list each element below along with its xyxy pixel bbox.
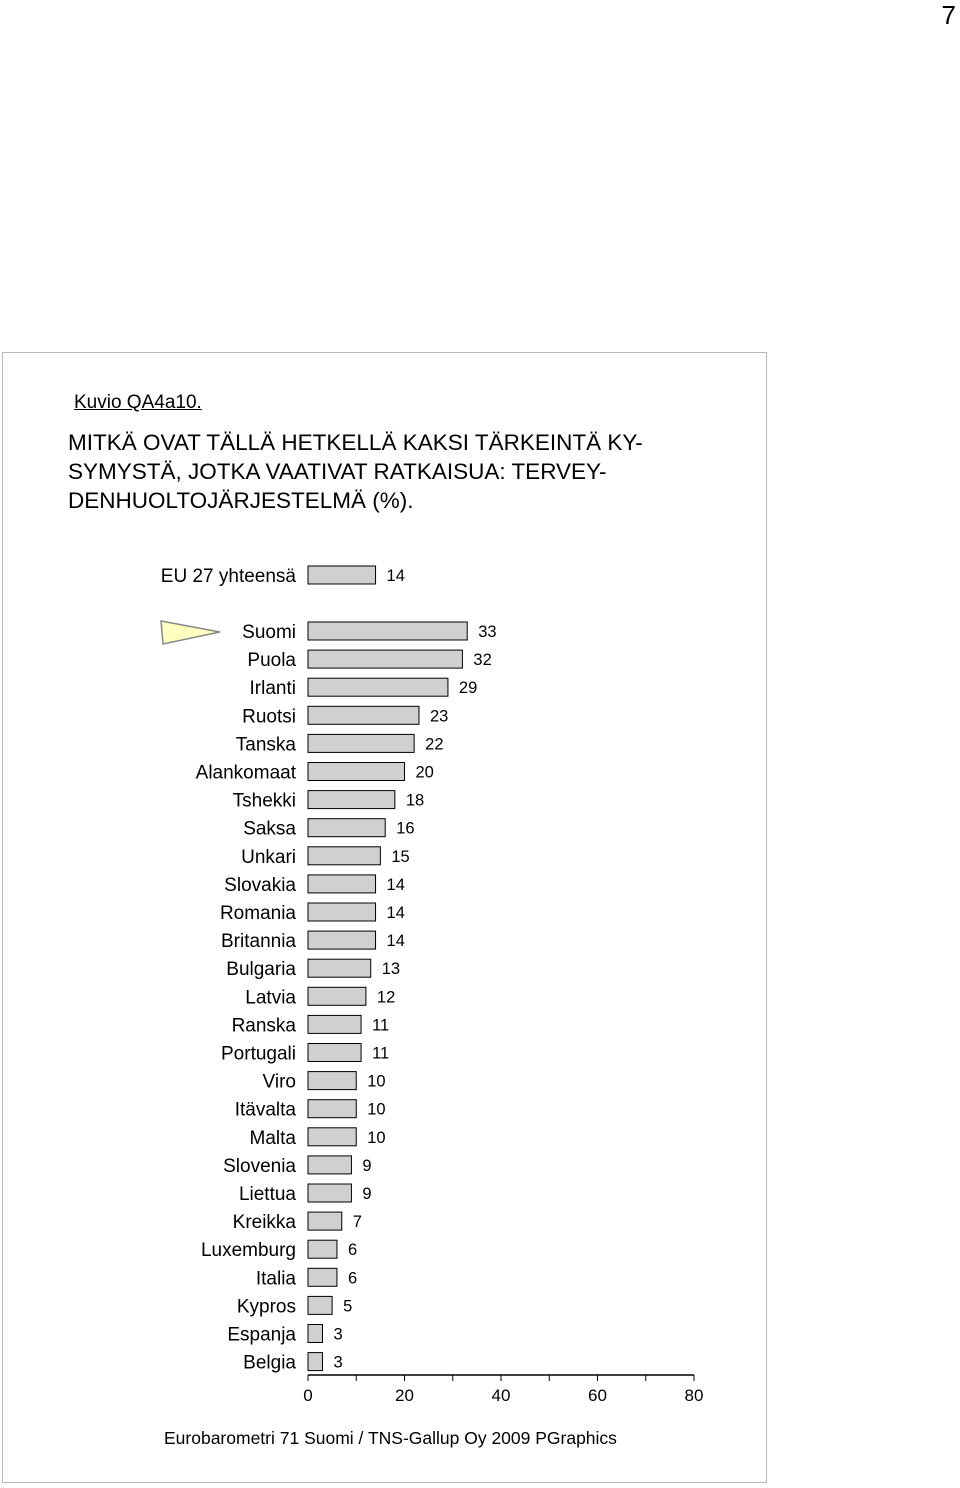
value-label: 15	[391, 847, 410, 866]
category-label: Ruotsi	[242, 706, 296, 728]
bar	[308, 763, 405, 781]
bar	[308, 734, 414, 752]
value-label: 14	[386, 875, 405, 894]
category-label: Britannia	[221, 931, 296, 953]
bar	[308, 791, 395, 809]
bar	[308, 1128, 356, 1146]
bar	[308, 1268, 337, 1286]
category-label: Unkari	[241, 846, 296, 868]
title-line: MITKÄ OVAT TÄLLÄ HETKELLÄ KAKSI TÄRKEINTÄ KY-	[68, 430, 643, 455]
bar	[308, 1353, 322, 1371]
value-label: 5	[343, 1297, 353, 1316]
chart-title	[68, 428, 748, 515]
value-label: 12	[376, 988, 396, 1007]
category-label: Italia	[255, 1268, 296, 1290]
category-label: Kreikka	[232, 1212, 296, 1234]
category-label: Saksa	[243, 818, 296, 840]
value-label: 32	[473, 651, 492, 670]
bar	[308, 931, 376, 949]
category-label: Portugali	[221, 1043, 296, 1065]
bar	[308, 622, 467, 640]
bar	[308, 1240, 337, 1258]
bar	[308, 1044, 361, 1062]
category-label: Bulgaria	[226, 959, 296, 981]
value-label: 16	[396, 819, 415, 838]
category-label: Alankomaat	[195, 762, 296, 784]
bar-chart	[0, 540, 760, 1430]
bar	[308, 566, 376, 584]
value-label: 14	[386, 932, 405, 951]
category-label: Tanska	[235, 734, 296, 756]
source-credit: Eurobarometri 71 Suomi / TNS-Gallup Oy 2009 PGraphics	[164, 1428, 617, 1448]
x-tick-label: 80	[684, 1386, 704, 1405]
bar	[308, 678, 448, 696]
bar	[308, 847, 380, 865]
category-label: Espanja	[227, 1324, 296, 1346]
bar	[308, 875, 376, 893]
value-label: 6	[347, 1269, 358, 1288]
category-label: Luxemburg	[200, 1240, 296, 1262]
bar	[308, 650, 462, 668]
category-label: Malta	[249, 1127, 296, 1149]
value-label: 14	[386, 567, 405, 585]
bar	[308, 1325, 322, 1343]
bar	[308, 959, 371, 977]
bar	[308, 903, 376, 921]
bar	[308, 1296, 332, 1314]
category-label: Tshekki	[232, 790, 296, 812]
value-label: 13	[381, 960, 401, 979]
category-label: Slovenia	[223, 1155, 296, 1177]
title-line: SYMYSTÄ, JOTKA VAATIVAT RATKAISUA: TERVEY-	[68, 459, 607, 484]
value-label: 29	[458, 679, 478, 698]
category-label: Liettua	[238, 1184, 296, 1205]
category-label: Romania	[219, 903, 296, 924]
bar	[308, 819, 385, 837]
x-tick-label: 60	[588, 1386, 607, 1405]
value-label: 10	[367, 1128, 386, 1147]
bar	[308, 987, 366, 1005]
value-label: 33	[478, 623, 497, 641]
category-label: Ranska	[231, 1015, 296, 1037]
bar	[308, 1212, 342, 1230]
category-label: Kypros	[236, 1296, 296, 1318]
category-label: Viro	[262, 1071, 296, 1093]
bar	[308, 1156, 351, 1174]
category-label: Belgia	[243, 1352, 296, 1374]
value-label: 9	[362, 1185, 372, 1203]
bar	[308, 1100, 356, 1118]
value-label: 22	[425, 735, 444, 754]
value-label: 11	[372, 1044, 390, 1063]
x-tick-label: 40	[491, 1386, 511, 1405]
category-label: Latvia	[245, 987, 296, 1009]
category-label: Puola	[247, 650, 296, 672]
category-label: Slovakia	[224, 874, 296, 896]
value-label: 7	[352, 1213, 362, 1232]
value-label: 6	[347, 1241, 358, 1260]
value-label: 18	[405, 791, 425, 810]
bar	[308, 1184, 351, 1202]
value-label: 9	[362, 1156, 372, 1175]
category-label: EU 27 yhteensä	[160, 566, 296, 587]
category-label: Suomi	[242, 622, 296, 643]
value-label: 10	[367, 1072, 386, 1091]
value-label: 23	[429, 707, 449, 726]
value-label: 10	[367, 1100, 386, 1119]
value-label: 3	[333, 1325, 343, 1344]
bar	[308, 706, 419, 724]
value-label: 20	[415, 763, 434, 782]
value-label: 14	[386, 904, 405, 922]
value-label: 11	[372, 1016, 390, 1035]
bar	[308, 1072, 356, 1090]
x-tick-label: 20	[395, 1386, 414, 1405]
x-tick-label: 0	[303, 1386, 313, 1405]
category-label: Itävalta	[234, 1099, 296, 1121]
page-number: 7	[941, 0, 956, 30]
figure-label: Kuvio QA4a10.	[74, 392, 202, 413]
title-line: DENHUOLTOJÄRJESTELMÄ (%).	[68, 488, 414, 513]
bar	[308, 1015, 361, 1033]
value-label: 3	[333, 1353, 343, 1372]
category-label: Irlanti	[249, 678, 296, 700]
highlight-marker-icon	[161, 621, 220, 644]
